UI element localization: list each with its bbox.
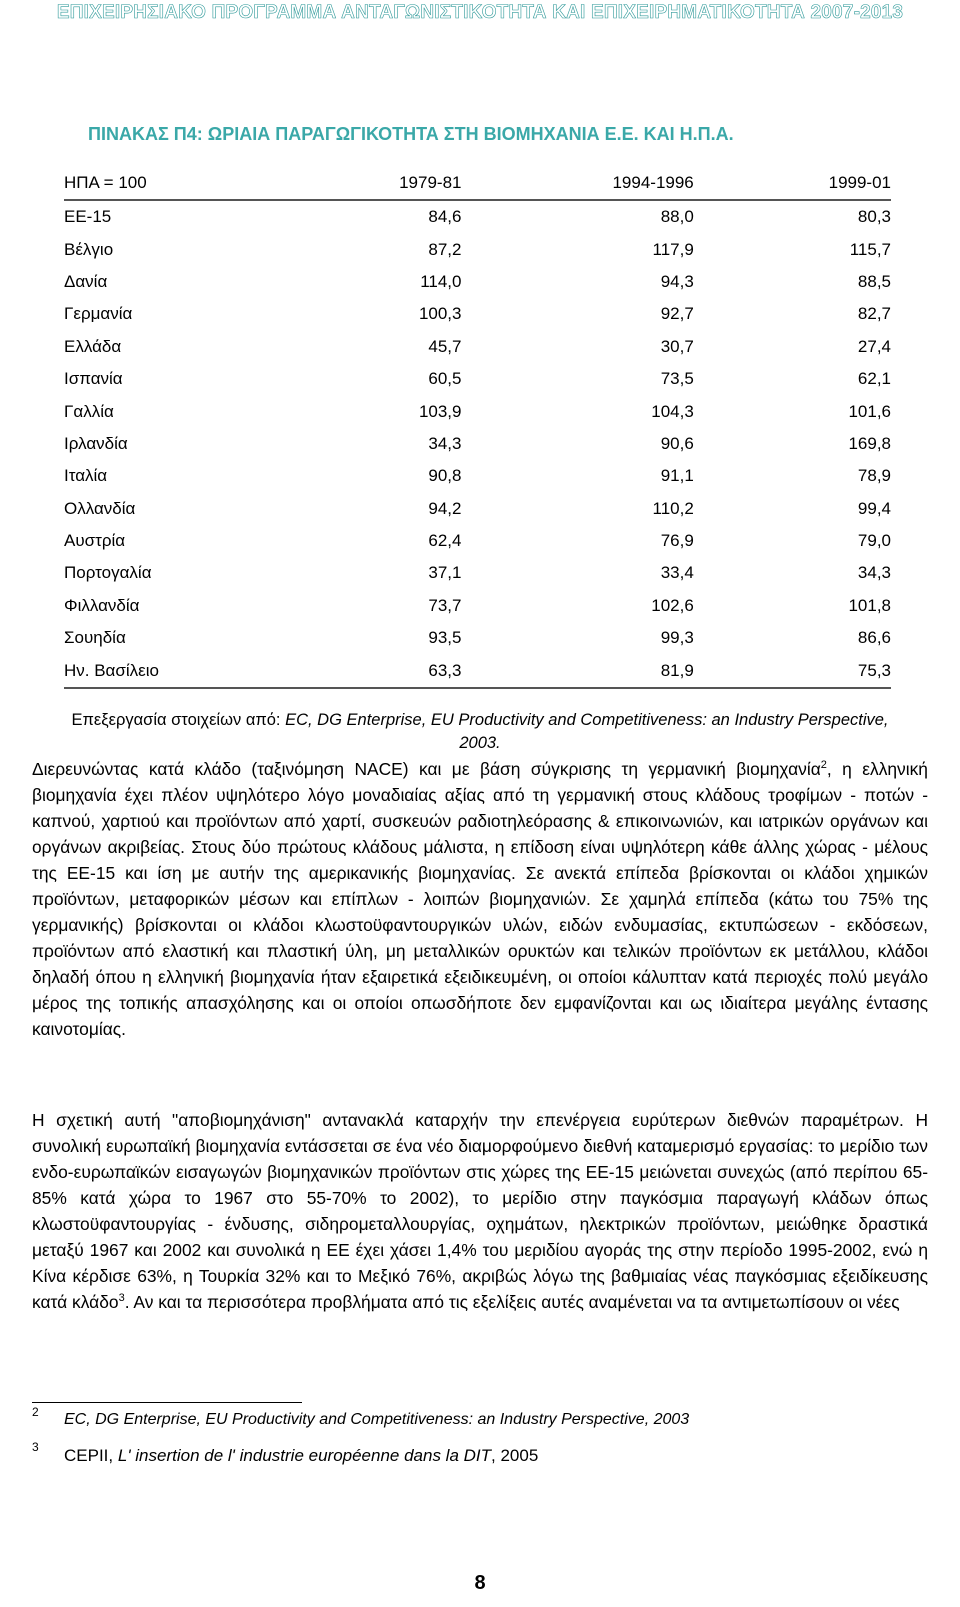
table-row bbox=[64, 525, 891, 557]
cell-value: 75,3 bbox=[694, 654, 891, 687]
cell-value: 62,1 bbox=[857, 369, 891, 389]
row-label: Βέλγιο bbox=[64, 239, 114, 259]
row-label: Ιρλανδία bbox=[64, 433, 128, 453]
cell-value: 76,9 bbox=[660, 531, 694, 551]
cell-value: 100,3 bbox=[418, 304, 462, 324]
table-row bbox=[64, 590, 891, 622]
cell-value: 60,5 bbox=[428, 369, 462, 389]
table-row bbox=[64, 298, 891, 330]
row-label: Πορτογαλία bbox=[64, 563, 152, 583]
cell-value: 103,9 bbox=[418, 401, 462, 421]
row-label: Σουηδία bbox=[64, 628, 126, 648]
body-paragraph-1 bbox=[32, 756, 928, 1042]
cell-value: 27,4 bbox=[857, 336, 891, 356]
footnote-text: EC, DG Enterprise, EU Productivity and Competitiveness: an Industry Perspective, 2003 bbox=[64, 1411, 690, 1428]
cell-value: 34,3 bbox=[857, 563, 891, 583]
cell-value: 102,6 bbox=[651, 595, 694, 615]
row-label: ΕΕ-15 bbox=[64, 207, 112, 227]
row-label: Ιταλία bbox=[64, 466, 108, 486]
cell-value: 73,7 bbox=[428, 595, 462, 615]
cell-value: 1999-01 bbox=[694, 166, 891, 200]
cell-value: 82,7 bbox=[857, 304, 891, 324]
table-row bbox=[64, 200, 891, 233]
cell-value: 94,2 bbox=[428, 498, 462, 518]
cell-value: 114,0 bbox=[420, 271, 462, 291]
row-label: Αυστρία bbox=[64, 531, 126, 551]
row-label: Ην. Βασίλειο bbox=[64, 654, 286, 687]
table-row bbox=[64, 266, 891, 298]
cell-value: 63,3 bbox=[286, 654, 462, 687]
cell-value: 81,9 bbox=[461, 654, 693, 687]
cell-value: 115,7 bbox=[849, 239, 891, 259]
paragraph-text: . Αν και τα περισσότερα προβλήματα από τις εξελίξεις αυτές αναμένεται να τα αντιμετωπίσουν οι νέες bbox=[124, 1292, 900, 1312]
cell-value: 37,1 bbox=[428, 563, 462, 583]
cell-value: 88,5 bbox=[857, 271, 891, 291]
cell-value: 73,5 bbox=[660, 369, 694, 389]
cell-value: 79,0 bbox=[857, 531, 891, 551]
cell-value: 101,6 bbox=[848, 401, 891, 421]
table-header-row bbox=[64, 166, 891, 200]
table-row bbox=[64, 622, 891, 654]
cell-value: 101,8 bbox=[848, 595, 891, 615]
paragraph-text: , η ελληνική βιομηχανία έχει πλέον υψηλότερο λόγο μοναδιαίας αξίας από τη γερμανική στους κλάδους τροφίμων - ποτών - καπνού, χαρτιού και προϊόντων από χαρτί, συσκευών ραδιοτηλεόρασης & επικοινωνιών, και ιατρικών οργάνων και οργάνων ακριβείας. Στους δύο πρώτους κλάδους μάλιστα, η επίδοση είναι υψηλότερη κάθε άλλης χώρας - μέλους της ΕΕ-15 και ίση με αυτήν της αμερικανικής βιομηχανίας. Σε ανεκτά επίπεδα βρίσκονται οι κλάδοι χημικών προϊόντων, μεταφορικών μέσων και επίπλων - λοιπών βιομηχανιών. Σε χαμηλά επίπεδα (κάτω του 75% της γερμανικής) βρίσκονται οι κλάδοι κλωστοϋφαντουργικών υλών, ειδών ενδυμασίας, εκτυπώσεων - εκδόσεων, προϊόντων από ελαστική και πλαστική ύλη, μη μεταλλικών ορυκτών και τελικών προϊόντων εκ μετάλλου, κλάδοι δηλαδή όπου η ελληνική βιομηχανία ήταν εξαιρετικά εξειδικευμένη, οι οποίοι κάλυπταν κατά περιοχές πολύ μεγάλο μέρος της τοπικής απασχόλησης και οι οποίοι οπωσδήποτε δεν εμφανίζονται και ως ιδιαίτερα μεγάλης έντασης καινοτομίας. bbox=[32, 759, 928, 1039]
footnote-number: 2 bbox=[32, 1405, 39, 1419]
cell-value: 62,4 bbox=[428, 531, 462, 551]
row-label: Δανία bbox=[64, 271, 108, 291]
source-prefix: Επεξεργασία στοιχείων από: bbox=[71, 711, 286, 729]
source-reference: EC, DG Enterprise, EU Productivity and Competitiveness: an Industry Perspective, 2003. bbox=[285, 711, 889, 752]
cell-value: 30,7 bbox=[660, 336, 694, 356]
cell-value: 1979-81 bbox=[286, 166, 462, 200]
row-label: Γερμανία bbox=[64, 304, 133, 324]
cell-value: 87,2 bbox=[428, 239, 462, 259]
table-row bbox=[64, 233, 891, 265]
cell-value: 117,9 bbox=[652, 239, 694, 259]
paragraph-text: Η σχετική αυτή "αποβιομηχάνιση" αντανακλά καταρχήν την επενέργεια ευρύτερων διεθνών παραμέτρων. Η συνολική ευρωπαϊκή βιομηχανία εντάσσεται σε ένα νέο διαμορφούμενο διεθνή καταμερισμό εργασίας: το μερίδιο των ενδο-ευρωπαϊκών εισαγωγών βιομηχανικών προϊόντων στις χώρες της ΕΕ-15 μειώνεται συνεχώς (από περίπου 65-85% κατά χώρα το 1967 στο 55-70% το 2002), το μερίδιο στην παγκόσμια παραγωγή κλάδων όπως κλωστοϋφαντουργίας - ένδυσης, σιδηρομεταλλουργίας, οχημάτων, ηλεκτρικών προϊόντων, μειώθηκε δραστικά μεταξύ 1967 και 2002 και συνολικά η ΕΕ έχει χάσει 1,4% του μεριδίου αγοράς της στην περίοδο 1995-2002, ενώ η Κίνα κέρδισε 63%, η Τουρκία 32% και το Μεξικό 76%, ακριβώς λόγω της βαθμιαίας νέας παγκόσμιας εξειδίκευσης κατά κλάδο bbox=[32, 1110, 928, 1312]
cell-value: 92,7 bbox=[660, 304, 694, 324]
table-row bbox=[64, 363, 891, 395]
row-label: Ολλανδία bbox=[64, 498, 136, 518]
row-label: Γαλλία bbox=[64, 401, 114, 421]
cell-value: 90,6 bbox=[660, 433, 694, 453]
table-source bbox=[64, 709, 896, 755]
table-row bbox=[64, 493, 891, 525]
cell-value: 91,1 bbox=[660, 466, 694, 486]
cell-value: 104,3 bbox=[651, 401, 694, 421]
table-row bbox=[64, 654, 891, 687]
cell-value: 93,5 bbox=[428, 628, 462, 648]
row-label: Ελλάδα bbox=[64, 336, 122, 356]
footnote-separator bbox=[32, 1402, 302, 1403]
cell-value: 78,9 bbox=[857, 466, 891, 486]
paragraph-text: Διερευνώντας κατά κλάδο (ταξινόμηση NACE) και με βάση σύγκρισης τη γερμανική βιομηχανία bbox=[32, 759, 821, 779]
cell-value: 99,3 bbox=[660, 628, 694, 648]
row-label: Ισπανία bbox=[64, 369, 123, 389]
cell-value: 80,3 bbox=[857, 207, 891, 227]
table-row bbox=[64, 428, 891, 460]
table-row bbox=[64, 557, 891, 589]
table-row bbox=[64, 395, 891, 427]
cell-value: 34,3 bbox=[428, 433, 462, 453]
table-row bbox=[64, 331, 891, 363]
cell-value: 90,8 bbox=[428, 466, 462, 486]
footnote-ref: 3 bbox=[118, 1292, 125, 1305]
program-header: ΕΠΙΧΕΙΡΗΣΙΑΚΟ ΠΡΟΓΡΑΜΜΑ ΑΝΤΑΓΩΝΙΣΤΙΚΟΤΗΤΑ ΚΑΙ ΕΠΙΧΕΙΡΗΜΑΤΙΚΟΤΗΤΑ 2007-2013 bbox=[56, 2, 904, 23]
cell-value: 88,0 bbox=[660, 207, 694, 227]
table-row bbox=[64, 460, 891, 492]
cell-value: 99,4 bbox=[857, 498, 891, 518]
footnote-number: 3 bbox=[32, 1440, 39, 1454]
cell-value: 45,7 bbox=[428, 336, 462, 356]
cell-value: 33,4 bbox=[660, 563, 694, 583]
cell-value: 110,2 bbox=[652, 498, 694, 518]
table-caption: ΠΙΝΑΚΑΣ Π4: ΩΡΙΑΙΑ ΠΑΡΑΓΩΓΙΚΟΤΗΤΑ ΣΤΗ ΒΙΟΜΗΧΑΝΙΑ Ε.Ε. ΚΑΙ Η.Π.Α. bbox=[88, 124, 734, 144]
page-number: 8 bbox=[474, 1572, 486, 1594]
row-label: ΗΠΑ = 100 bbox=[64, 166, 286, 200]
cell-value: 1994-1996 bbox=[461, 166, 693, 200]
footnote-text: CEPII, L' insertion de l' industrie européenne dans la DIT, 2005 bbox=[64, 1446, 539, 1465]
body-paragraph-2 bbox=[32, 1107, 928, 1315]
productivity-table bbox=[64, 166, 891, 689]
cell-value: 169,8 bbox=[848, 433, 891, 453]
cell-value: 84,6 bbox=[428, 207, 462, 227]
cell-value: 94,3 bbox=[660, 271, 694, 291]
row-label: Φιλλανδία bbox=[64, 595, 140, 615]
footnote-ref: 2 bbox=[820, 759, 827, 772]
cell-value: 86,6 bbox=[857, 628, 891, 648]
